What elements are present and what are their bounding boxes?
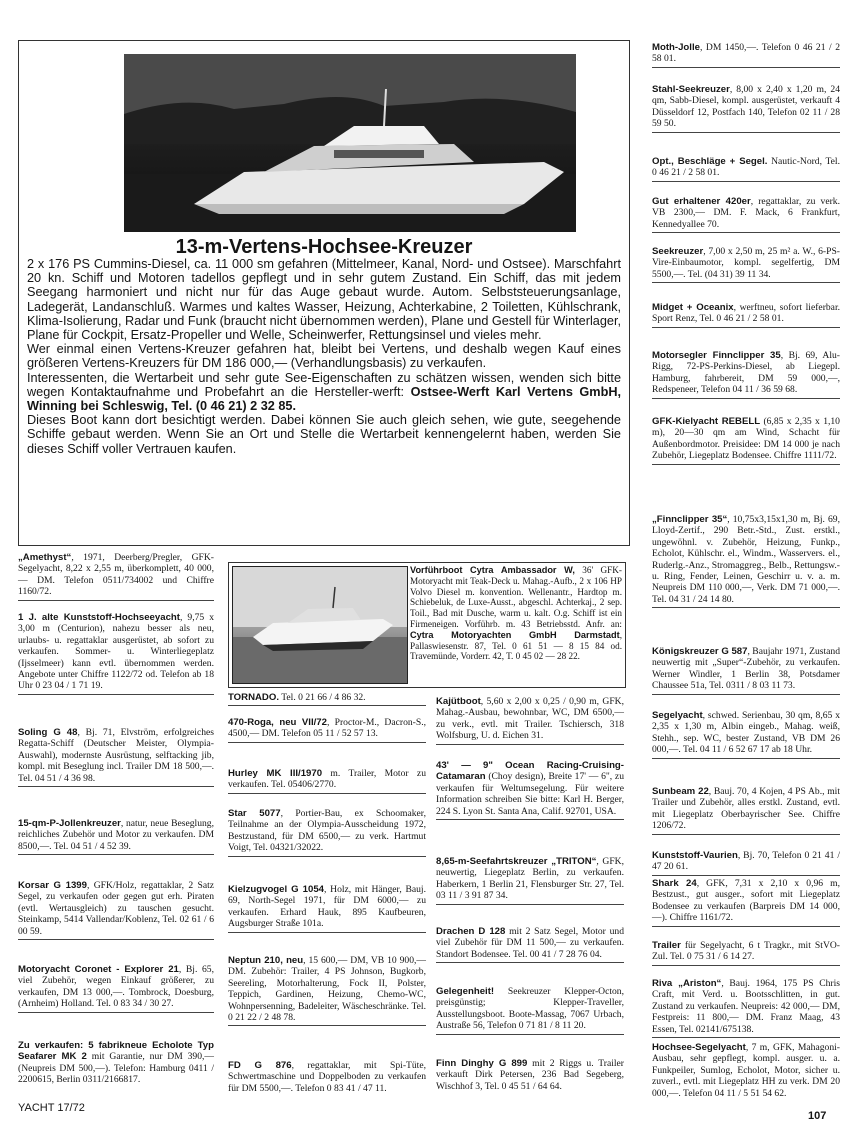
ad-text: , Bauj. 70, 4 Kojen, 4 PS Ab., mit Trailer und Zubehör, alles erstkl. Zustand, evtl. mit Liegeplatz Oberbayrischer See. Chiffre 1206/72.	[652, 786, 840, 832]
cytra-boat-photo	[232, 566, 408, 684]
ad-text: , schwed. Serienbau, 30 qm, 8,65 x 2,35 x 1,30 m, Albin eingeb., Mahag. weiß, Stehh., sep. WC, bester Zustand, VB DM 26 000,—. Tel. 04 11 / 6 52 67 17 ab 18 Uhr.	[652, 710, 840, 756]
ad-head: Shark 24	[652, 878, 697, 889]
feature-paragraph: 2 x 176 PS Cummins-Diesel, ca. 11 000 sm gefahren (Mittelmeer, Kanal, Nord- und Ostsee). Marschfahrt 20 kn. Schiff und Motoren tadellos gepflegt und in sehr gutem Zustand. Ein Schiff, das mit jedem Seegang harmoniert und nicht nur für das Auge gebaut wurde. Autom. Selbststeuerungsanlage, Ladegerät, Landanschluß. Warmes und kaltes Wasser, Heizung, Achterkabine, 2 Toiletten, Kühlschrank, Klima-Isolierung, Radar und Funk (braucht nicht übernommen werden), Plane und Gestell für Winterlager, Plane für Cockpit, Ersatz-Propeller und Welle, Scheinwerfer, Rettungsinsel und vieles mehr.	[27, 257, 621, 343]
ad-text: Tel. 0 21 66 / 4 86 32.	[279, 692, 366, 703]
ad-text: Nautic-Nord, Tel. 0 46 21 / 2 58 01.	[652, 156, 840, 179]
ad-head: Trailer	[652, 940, 681, 951]
classified-ad	[18, 964, 214, 1013]
classified-ad	[18, 880, 214, 940]
ad-text: , 15 600,— DM, VB 10 900,— DM. Zubehör: Trailer, 4 PS Johnson, Bugkorb, Seereling, Motorhalterung, Fock II, Polster, Teppich, Gardinen, Heizung, Chemo-WC, Wohnpersenning, Badeleiter, Wäscheschränke. Tel. 0 21 22 / 2 48 78.	[228, 955, 426, 1024]
classified-ad	[228, 717, 426, 743]
classified-ad	[228, 884, 426, 933]
ad-text: , Bj. 65, viel Zubehör, wegen Einkauf größerer, zu verkaufen, DM 13 000,—. Tombrock, Doesburg, (Arnheim) Holland. Tel. 0 83 34 / 30 27.	[18, 964, 214, 1010]
classified-ad	[652, 940, 840, 966]
ad-head: Sunbeam 22	[652, 786, 709, 797]
ad-text: Seekreuzer Klepper-Octon, preisgünstig; Klepper-Traveller, Ausstellungsboot. Boote-Massag, 7067 Urbach, Austraße 56, Telefon 0 71 81 / 8 11 20.	[436, 986, 624, 1032]
ad-head: Hochsee-Segelyacht	[652, 1042, 746, 1053]
classified-ad	[228, 692, 426, 706]
ad-head: Star 5077	[228, 808, 281, 819]
ad-text: , 10,75x3,15x1,30 m, Bj. 69, Lloyd-Zertif., 290 Betr.-Std., Zust. erstkl., ungewöhnl. v. Zubehör, Heizung, Funkp., Echolot, Kühlschr. el., Windm., Wasservers. el., Ruderlg.-Anz., Stromaggreg., Belb., Rettungsw.-u. Ring, Fender, Leinen, Geschirr u. v. a. m. Neupreis DM 110 000,—, Verk. DM 71 000,—. Tel. 04 31 / 24 14 80.	[652, 514, 840, 605]
ad-head: Segelyacht	[652, 710, 703, 721]
ad-head: 8,65-m-Seefahrtskreuzer „TRITON“	[436, 856, 597, 867]
ad-head: Gelegenheit!	[436, 986, 495, 997]
ad-text: mit Garantie, nur DM 390,— (Neupreis DM 500,—). Telefon: Hamburg 0411 / 2200615, Berlin 0311/2166817.	[18, 1051, 214, 1086]
ad-text: für Segelyacht, 6 t Tragkr., mit StVO-Zul. Tel. 0 75 31 / 6 14 27.	[652, 940, 840, 963]
ad-text: m. Trailer, Motor zu verkaufen. Tel. 05406/2770.	[228, 768, 426, 791]
ad-text: , Portier-Bau, ex Schoomaker, Teilnahme an der Olympia-Ausscheidung 1972, Bestzustand, für DM 6500,— zu verk. Hartmut Voigt, Tel. 04321/32022.	[228, 808, 426, 854]
ad-head: FD G 876	[228, 1060, 292, 1071]
classified-ad	[18, 612, 214, 695]
classified-ad	[228, 808, 426, 857]
ad-head: Kielzugvogel G 1054	[228, 884, 324, 895]
ad-head: Seekreuzer	[652, 246, 704, 257]
ad-head: Motoryacht Coronet - Explorer 21	[18, 964, 179, 975]
ad-text: , Bj. 70, Telefon 0 21 41 / 47 20 61.	[652, 850, 840, 873]
classified-ad	[18, 818, 214, 855]
ad-head: Moth-Jolle	[652, 42, 700, 53]
ad-head: „Finnclipper 35“	[652, 514, 728, 525]
classified-ad	[652, 416, 840, 465]
ad-head: Midget + Oceanix	[652, 302, 734, 313]
feature-body	[27, 257, 621, 456]
classified-ad	[436, 986, 624, 1035]
ad-head: 15-qm-P-Jollenkreuzer	[18, 818, 121, 829]
feature-paragraph: Dieses Boot kann dort besichtigt werden. Dabei können Sie auch gleich sehen, wie gute, seegehende Schiffe gebaut werden. Wenn Sie an Ort und Stelle die Wertarbeit kennengelernt haben, werden Sie dieses Schiff voller Vertrauen kaufen.	[27, 413, 621, 456]
ad-head: 470-Roga, neu VII/72	[228, 717, 327, 728]
classified-ad	[652, 646, 840, 695]
classified-ad	[18, 552, 214, 601]
ad-text: , Bj. 69, Alu-Rigg, 72-PS-Perkins-Diesel, ab Liegepl. Hamburg, fahrbereit, DM 59 000,—, Redspeneer, Telefon 04 11 / 36 59 68.	[652, 350, 840, 396]
ad-text: mit 2 Riggs u. Trailer verkauft Dirk Petersen, 236 Bad Segeberg, Wischhof 3, Tel. 0 45 51 / 64 64.	[436, 1058, 624, 1092]
ad-text: (6,85 x 2,35 x 1,10 m), 20—30 qm am Wind, Schacht für Außenbordmotor. Preisidee: DM 14 000 je nach Zubehör, Liegeplatz Bodensee. Chiffre 1111/72.	[652, 416, 840, 462]
classified-ad	[410, 565, 622, 664]
classified-ad	[652, 786, 840, 835]
ad-contact: Cytra Motoryachten GmbH Darmstadt	[410, 629, 620, 640]
classified-ad	[652, 1042, 840, 1101]
ad-head: Soling G 48	[18, 727, 78, 738]
ad-head: Neptun 210, neu	[228, 955, 304, 966]
ad-head: GFK-Kielyacht REBELL	[652, 416, 761, 427]
ad-head: Gut erhaltener 420er	[652, 196, 751, 207]
ad-head: Kajütboot	[436, 696, 481, 707]
ad-text: , Bauj. 1964, 175 PS Chris Craft, mit Verd. u. Bootsschlitten, in gut. Zustand zu verkaufen. Neupreis: 42 000,— DM, Festpreis: 11 800,— DM. Franz Maag, 43 Essen, Tel. 02141/675138.	[652, 978, 840, 1035]
ad-text: , GFK, neuwertig, Liegeplatz Berlin, zu verkaufen. Haberkern, 1 Berlin 21, Flensburger Str. 27, Tel. 03 11 / 3 91 87 34.	[436, 856, 624, 902]
classified-ad	[652, 878, 840, 927]
classified-ad	[652, 246, 840, 283]
classified-ad	[652, 302, 840, 328]
ad-head: 43' — 9" Ocean Racing-Cruising-Catamaran	[436, 760, 624, 783]
ad-text: , 1971, Deerberg/Pregler, GFK-Segelyacht, 8,22 x 2,55 m, überkomplett, 40 000,— DM. Telefon 0511/734002 und Chiffre 1160/72.	[18, 552, 214, 598]
ad-text: , 5,60 x 2,00 x 0,25 / 0,90 m, GFK, Mahag.-Ausbau, bewohnbar, WC, DM 6500,— zu verk., evtl. mit Trailer. Tschiersch, 318 Wolfsburg, U. d. Eichen 31.	[436, 696, 624, 742]
ad-text: , regattaklar, mit Spi-Tüte, Schwertmaschine und Doppelboden zu verkaufen für DM 5500,—. Telefon 0 83 41 / 47 11.	[228, 1060, 427, 1094]
ad-text: , GFK, 7,31 x 2,10 x 0,96 m, Bestzust., gut ausger., sofort mit Liegeplatz Bodensee zu verkaufen (Barpreis DM 14 000,—). Chiffre 1161/72.	[652, 878, 840, 924]
ad-text: , regattaklar, zu verk. VB 2300,— DM. F. Mack, 6 Frankfurt, Kennedyallee 70.	[652, 196, 840, 230]
classified-ad	[652, 978, 840, 1038]
ad-head: Königskreuzer G 587	[652, 646, 748, 657]
motorboat-illustration	[233, 567, 407, 683]
ad-text: , Baujahr 1971, Zustand neuwertig mit „Super“-Zubehör, zu verkaufen. Werner Windler, 1 Berlin 38, Potsdamer Chaussee 51a, Tel. 0311 / 8 03 11 73.	[652, 646, 840, 692]
ad-head: 1 J. alte Kunststoff-Hochseeyacht	[18, 612, 180, 623]
classified-ad	[652, 42, 840, 68]
classified-ad	[436, 856, 624, 905]
ad-head: Vorführboot Cytra Ambassador W,	[410, 565, 575, 575]
feature-title: 13-m-Vertens-Hochsee-Kreuzer	[175, 236, 473, 258]
ad-text: , 7,00 x 2,50 m, 25 m² a. W., 6-PS-Vire-Einbaumotor, kompl. segelfertig, DM 5500,—. Tel. (04 31) 39 11 34.	[652, 246, 840, 280]
classified-ad	[436, 1058, 624, 1094]
ad-head: Motorsegler Finnclipper 35	[652, 350, 781, 361]
ad-head: TORNADO.	[228, 692, 279, 703]
magazine-issue: YACHT 17/72	[18, 1102, 85, 1114]
classified-ad	[18, 727, 214, 787]
ad-text: (Choy design), Breite 17' — 6", zu verkaufen für Weltumsegelung. Für weitere Information schreiben Sie bitte: Karl H. Berger, 224 S. Lyon St. Santa Ana, Calif. 92701, USA.	[436, 771, 624, 817]
ad-head: „Amethyst“	[18, 552, 72, 563]
feature-text: Interessenten, die Wertarbeit und sehr gute See-Eigenschaften zu schätzen wissen, wenden sich bitte wegen Kontaktaufnahme und Probefahrt an die Hersteller-werft:	[27, 370, 621, 399]
classified-ad	[652, 156, 840, 182]
ad-text: , DM 1450,—. Telefon 0 46 21 / 2 58 01.	[652, 42, 840, 65]
ad-text: , 7 m, GFK, Mahagoni-Ausbau, sehr gepflegt, kompl. ausger. u. a. Funkpeiler, Sumlog, Echolot, Motor, sicher u. zuverl., evtl. mit Liegeplatz HH zu verk. DM 20 000,—. Telefon 04 11 / 5 51 54 62.	[652, 1042, 840, 1099]
ad-text: , GFK/Holz, regattaklar, 2 Satz Segel, zu verkaufen oder gegen gut erh. Piraten (evtl. Wertausgleich) zu tauschen gesucht. Steinkamp, 5414 Vallendar/Koblenz, Tel. 02 61 / 6 00 59.	[18, 880, 214, 937]
ad-head: Hurley MK III/1970	[228, 768, 323, 779]
classified-ad	[436, 696, 624, 745]
ad-text: , werftneu, sofort lieferbar. Sport Renz, Tel. 0 46 21 / 2 58 01.	[652, 302, 841, 325]
ad-head: Drachen D 128	[436, 926, 506, 937]
shipyard-contact: Ostsee-Werft Karl Vertens GmbH, Winning bei Schleswig, Tel. (0 46 21) 2 32 85.	[27, 384, 622, 414]
classified-ad	[436, 760, 624, 820]
ad-text: , natur, neue Beseglung, reichliches Zubehör und Motor zu verkaufen. DM 8500,—. Tel. 04 51 / 4 52 39.	[18, 818, 214, 852]
ad-head: Finn Dinghy G 899	[436, 1058, 528, 1069]
ad-text: , 9,75 x 3,00 m (Centurion), nahezu besser als neu, urlaubs- u. regattaklar ausgerüstet, ab sofort zu verkaufen. Sommer- u. Winterliegeplatz (Ijsselmeer) kann evtl. übernommen werden. Angebote unter Chiffre 1122/72 od. Telefon ab 18 Uhr 0 23 04 / 1 71 19.	[18, 612, 215, 692]
ad-text: , Proctor-M., Dacron-S., 4500,— DM. Telefon 05 11 / 52 57 13.	[228, 717, 426, 740]
page-number: 107	[808, 1110, 827, 1122]
feature-paragraph: Wer einmal einen Vertens-Kreuzer gefahren hat, bleibt bei Vertens, und deshalb wegen Kauf eines größeren Vertens-Kreuzers für DM 186 000,— (Verhandlungsbasis) zu verkaufen.	[27, 342, 621, 371]
ad-text: , 8,00 x 2,40 x 1,20 m, 24 qm, Sabb-Diesel, kompl. ausgerüstet, verkauft 4 Düsseldorf 12, Postfach 140, Telefon 02 11 / 28 59 50.	[652, 84, 840, 130]
ad-head: Kunststoff-Vaurien	[652, 850, 738, 861]
classified-ad	[228, 955, 426, 1026]
ad-text: mit 2 Satz Segel, Motor und viel Zubehör für DM 11 500,— zu verkaufen. Standort Bodensee. Tel. 00 41 / 7 28 76 04.	[436, 926, 624, 960]
ad-head: Opt., Beschläge + Segel.	[652, 156, 768, 167]
ad-text: 36' GFK-Motoryacht mit Teak-Deck u. Mahag.-Aufb., 2 x 106 HP Volvo Diesel m. konvention. Wellenantr., Hardtop m. Schiebeluk, de Luxe-Ausst., abgeschl. Achterkaj., 2 sep. Toil., Bad mit Dusche, warm u. kalt. O.g. Schiff ist ein Firmeneigen. Vorführb. m. 43 Betriebsstd. Anfr. an:	[410, 565, 622, 629]
ad-text: , Holz, mit Hänger, Bauj. 69, North-Segel 1971, für DM 6000,— zu verkaufen. Erhard Hauk, 895 Kaufbeuren, Augsburger Straße 101a.	[228, 884, 426, 930]
classified-ad	[652, 850, 840, 876]
ad-head: Zu verkaufen: 5 fabrikneue Echolote Typ Seafarer MK 2	[18, 1040, 214, 1063]
ad-head: Riva „Ariston“	[652, 978, 722, 989]
ad-text: , Pallaswiesenstr. 87, Tel. 0 61 51 — 8 15 84 od. Travemünde, Vorderr. 42, T. 0 45 02 — 28 22.	[410, 629, 622, 662]
classified-ad	[228, 768, 426, 794]
classified-ad	[652, 350, 840, 399]
yacht-illustration	[124, 54, 576, 232]
classified-ad	[652, 84, 840, 133]
classified-ad	[436, 926, 624, 963]
ad-head: Korsar G 1399	[18, 880, 87, 891]
ad-text: , Bj. 71, Elvström, erfolgreiches Regatta-Schiff (Deutscher Meister, Olympia-Auswahl), modernste Ausrüstung, selftacking jib, kompl. mit Beseglung incl. Trailer DM 18 500,—. Tel. 04 51 / 4 36 98.	[18, 727, 214, 784]
ad-head: Stahl-Seekreuzer	[652, 84, 730, 95]
classified-ad	[18, 1040, 214, 1088]
classified-ad	[652, 514, 840, 608]
classified-ad	[228, 1060, 426, 1096]
motor-yacht-photo	[124, 54, 576, 232]
classified-ad	[652, 710, 840, 759]
feature-ad	[18, 40, 630, 546]
feature-paragraph	[27, 371, 621, 414]
classified-ad	[652, 196, 840, 233]
